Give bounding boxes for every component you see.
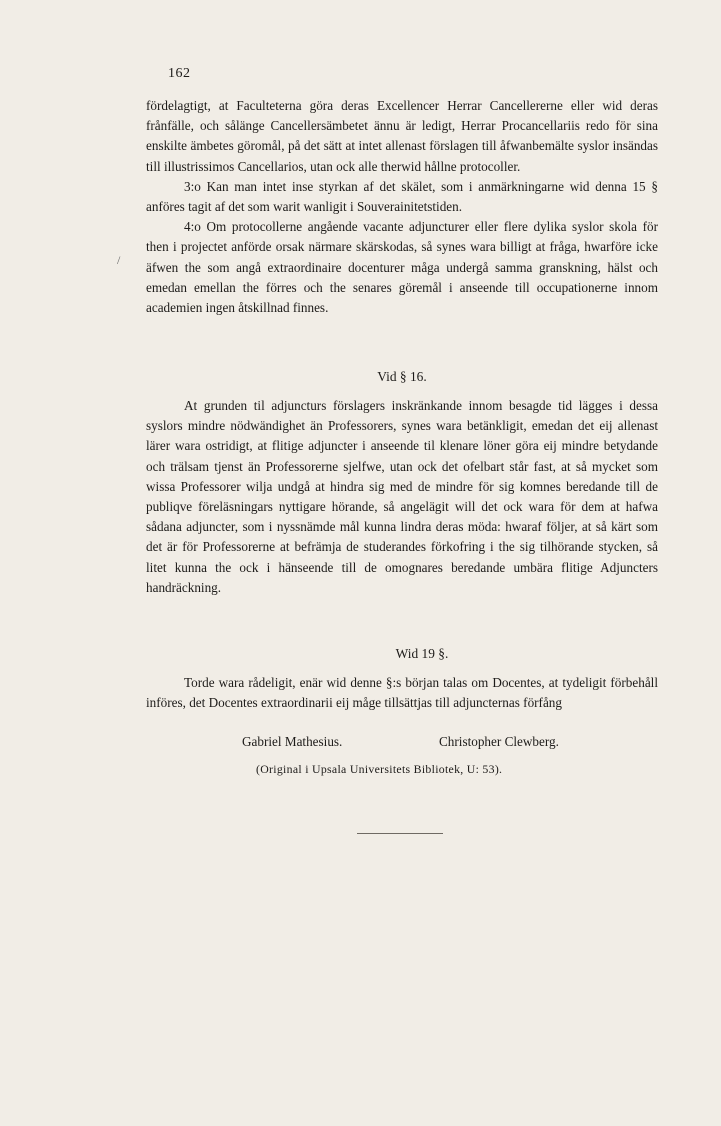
text-block-a [146, 96, 658, 318]
signature-left: Gabriel Mathesius. [242, 734, 343, 749]
section-heading-19: Wid 19 §. [395, 646, 449, 661]
paragraph: 4:o Om protocollerne angående vacante adjuncturer eller flere dylika syslor skola för then i projectet anförde orsak närmare skärskodas, så synes wara billigt at fråga, hwarföre icke äfwen the som angå extraordinaire docenturer måga undergå samma granskning, hälst och emedan emellan the förres och the senares göremål i anseende till occupationerne innom academien ingen åtskillnad finnes. [146, 219, 658, 316]
source-note: (Original i Upsala Universitets Bibliotek, U: 53). [256, 762, 503, 776]
paragraph: 3:o Kan man intet inse styrkan af det skälet, som i anmärkningarne wid denna 15 § anföres tagit af det som warit wanligit i Souverainitetstiden. [146, 178, 658, 215]
paragraph: fördelagtigt, at Faculteterna göra deras Excellencer Herrar Cancellererne eller wid deras frånfälle, och sålänge Cancellersämbetet ännu är ledigt, Herrar Procancellariis redo för sina enskilte ämbetes göromål, på det sätt at intet allenast förslagen till åfwanbemälte syslor insändas till illustrissimos Cancellarios, utan ock alle therwid hållne protocoller. [146, 98, 658, 174]
paragraph: Torde wara rådeligit, enär wid denne §:s början talas om Docentes, at tydeligit förbehåll införes, det Docentes extraordinarii eij måge tillsättjas till adjuncternas förfång [146, 675, 658, 711]
text-block-c [146, 673, 658, 713]
text-block-b [146, 396, 658, 598]
paragraph: At grunden til adjuncturs förslagers inskränkande innom besagde tid lägges i dessa syslors mindre nödwändighet än Professorers, synes wara betänkligit, emedan det eij allenast lärer wara ostridigt, at flitige adjuncter i anseende til klenare löner göra eij mindre betydande och trälsam tjenst än Professorerne sjelfwe, utan ock det ofelbart står fast, at så mycket som wissa Professorer wilja undgå at hindra sig med de mindre för sig komnes beredande till de publiqve föreläsningars nyttigare hörande, så angelägit will det ock wara för dem at hafwa sådana adjuncter, som i nyssnämde mål kunna lindra deras möda: hwaraf följer, at så kärt som det är för Professorerne at befrämja de studerandes förkofring i the sig tilhörande stycken, så litet kunna the ock i hänseende till de omognares beredande umbära flitige Adjuncters handräckning. [146, 398, 658, 595]
section-heading-16: Vid § 16. [377, 369, 427, 384]
signature-right: Christopher Clewberg. [439, 734, 559, 749]
margin-mark: / [117, 253, 121, 267]
divider-rule [357, 833, 443, 834]
page-number: 162 [168, 66, 191, 81]
